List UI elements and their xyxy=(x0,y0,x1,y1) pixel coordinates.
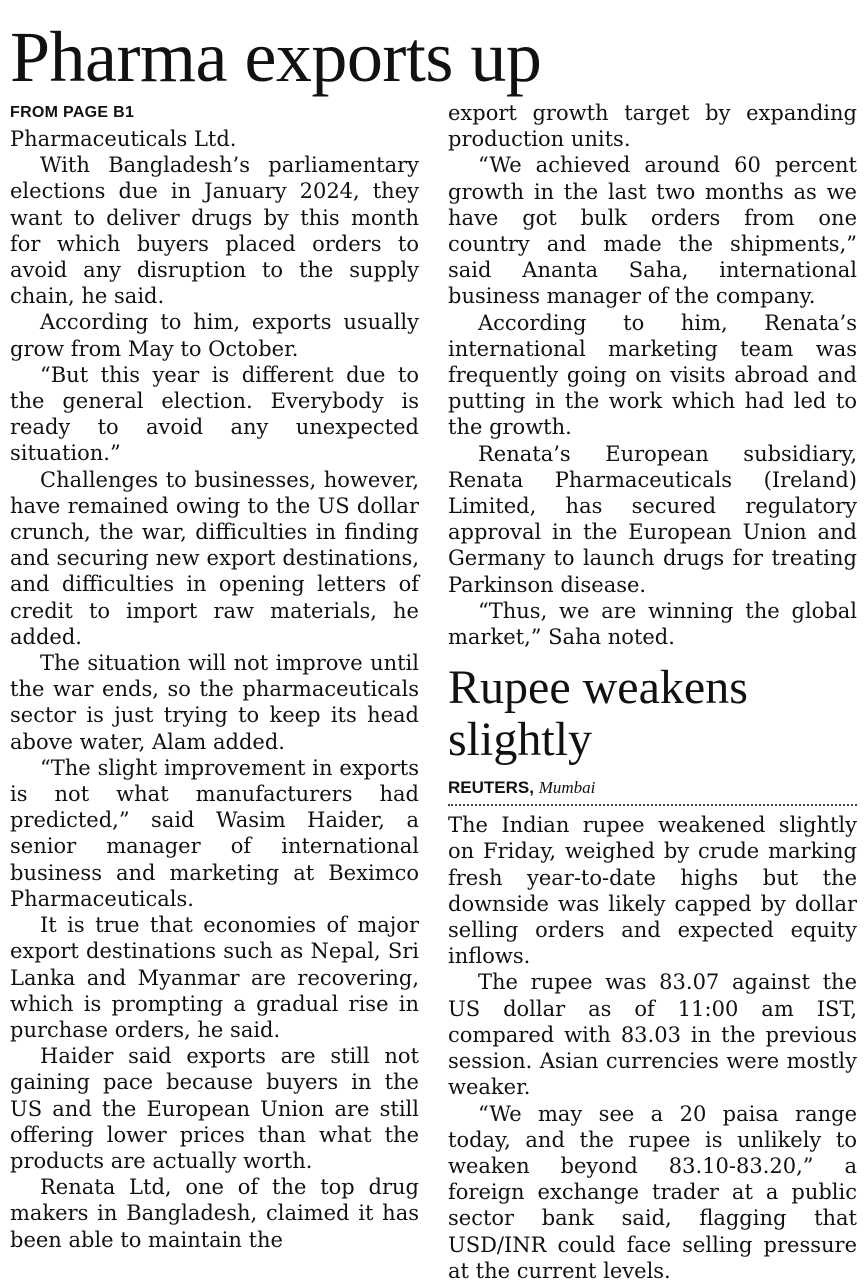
article-column-left xyxy=(10,100,419,1253)
paragraph: “Thus, we are winning the global market,” Saha noted. xyxy=(448,598,857,650)
paragraph: “The slight improvement in exports is not what manufacturers had predicted,” said Wasim Haider, a senior manager of international business and marketing at Beximco Pharmaceuticals. xyxy=(10,755,419,911)
paragraph: “We may see a 20 paisa range today, and the rupee is unlikely to weaken beyond 83.10-83.20,” a foreign exchange trader at a public sector bank said, flagging that USD/INR could face selling pressure at the current levels. xyxy=(448,1101,857,1283)
paragraph: Pharmaceuticals Ltd. xyxy=(10,127,237,151)
paragraph: The Indian rupee weakened slightly on Friday, weighed by crude marking fresh year-to-date highs but the downside was likely capped by dollar selling orders and expected equity inflows. xyxy=(448,813,857,969)
paragraph: export growth target by expanding production units. xyxy=(448,101,857,152)
paragraph: With Bangladesh’s parliamentary elections due in January 2024, they want to deliver drugs by this month for which buyers placed orders to avoid any disruption to the supply chain, he said. xyxy=(10,153,419,309)
byline xyxy=(448,776,857,800)
paragraph: “We achieved around 60 percent growth in the last two months as we have got bulk orders from one country and made the shipments,” said Ananta Saha, international business manager of the company. xyxy=(448,153,857,309)
article-column-right xyxy=(448,100,857,1284)
paragraph: The rupee was 83.07 against the US dollar as of 11:00 am IST, compared with 83.03 in the previous session. Asian currencies were mostly weaker. xyxy=(448,970,857,1100)
paragraph: Renata’s European subsidiary, Renata Pharmaceuticals (Ireland) Limited, has secured regulatory approval in the European Union and Germany to launch drugs for treating Parkinson disease. xyxy=(448,441,857,597)
paragraph: “But this year is different due to the general election. Everybody is ready to avoid any unexpected situation.” xyxy=(10,362,419,466)
paragraph: Challenges to businesses, however, have remained owing to the US dollar crunch, the war, difficulties in finding and securing new export destinations, and difficulties in opening letters of credit to import raw materials, he added. xyxy=(10,467,419,649)
paragraph: It is true that economies of major export destinations such as Nepal, Sri Lanka and Myanmar are recovering, which is prompting a gradual rise in purchase orders, he said. xyxy=(10,913,419,1042)
dotted-divider xyxy=(448,804,857,806)
brief-headline: Rupee weakens slightly xyxy=(448,661,748,767)
byline-agency: REUTERS, xyxy=(448,778,534,798)
byline-dateline: Mumbai xyxy=(538,778,596,798)
paragraph: Renata Ltd, one of the top drug makers in Bangladesh, claimed it has been able to maintain the xyxy=(10,1175,419,1252)
kicker: FROM PAGE B1 xyxy=(10,104,135,121)
paragraph: Haider said exports are still not gaining pace because buyers in the US and the European Union are still offering lower prices than what the products are actually worth. xyxy=(10,1044,419,1173)
paragraph: The situation will not improve until the war ends, so the pharmaceuticals sector is just trying to keep its head above water, Alam added. xyxy=(10,651,419,754)
paragraph: According to him, exports usually grow from May to October. xyxy=(10,310,419,361)
paragraph: According to him, Renata’s international marketing team was frequently going on visits abroad and putting in the work which had led to the growth. xyxy=(448,310,857,440)
headline: Pharma exports up xyxy=(10,17,542,97)
